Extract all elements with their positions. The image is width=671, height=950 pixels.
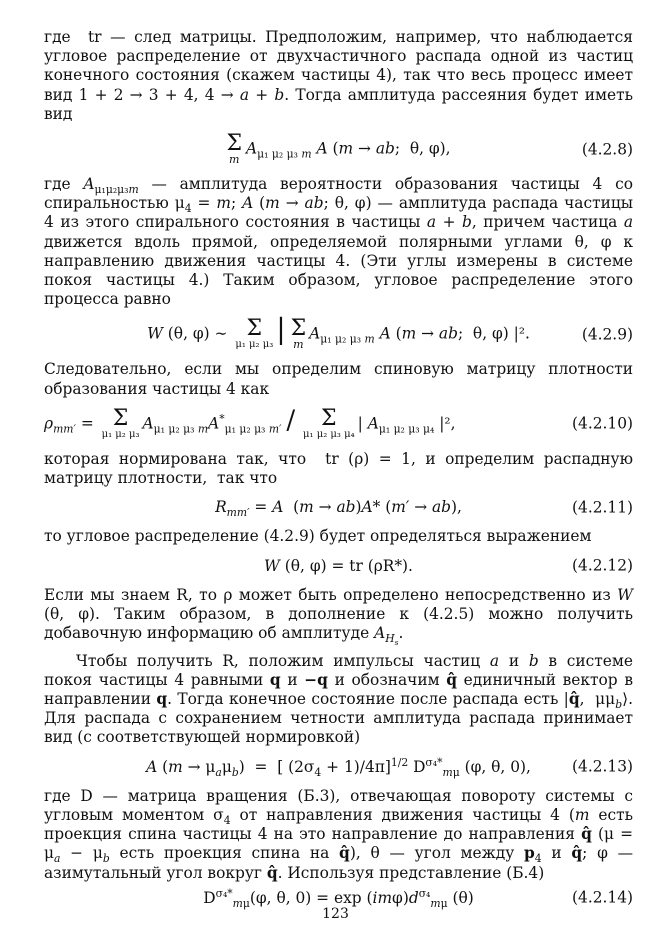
paragraph-3: Следовательно, если мы определим спиновую матрицу плотности образования частицы 4 как [44,360,633,398]
paragraph-4: которая нормирована так, что tr (ρ) = 1, и определим распадную матрицу плотности, так что [44,449,633,488]
paragraph-1: где tr — след матрицы. Предположим, например, что наблюдается угловое распределение от двухчастичного распада одной из частиц конечного состояния (скажем частицы 4), так что весь процесс имеет вид 1 + 2 → 3 + 4, 4 → a + b. Тогда амплитуда рассеяния будет иметь вид [44,28,633,123]
paragraph-8: где D — матрица вращения (Б.3), отвечающая повороту системы с угловым моментом $\sigma_4$ от направления движения частицы 4 (m есть проекция спина частицы 4 на это направление до направления q̂ ($\mu = \mu_a - \mu_b$ есть проекция спина на q̂), θ — угол между $p_4$ и q̂; φ — азимутальный угол вокруг q̂. Используя представление (Б.4) [44,786,634,882]
paragraph-5: то угловое распределение (4.2.9) будет определяться выражением [44,527,592,546]
equation-body: A $(m \to \mu_a\mu_b)$ = [ $(2\sigma_4 + 1)/4\pi]^{1/2}$ $D^{\sigma_4*}_{m\mu}$ (φ, θ, 0), [146,755,531,779]
equation-4-2-8 [44,131,633,167]
equation-number: (4.2.11) [572,498,633,517]
paragraph-7: Чтобы получить R, положим импульсы частиц a и b в системе покоя частицы 4 равными q и −q и обозначим q̂ единичный вектор в направлении q. Тогда конечное состояние после распада есть |q̂, $\mu\mu_b⟩$. Для распада с сохранением четности амплитуда распада принимает вид (с соответствующей нормировкой) [44,651,633,747]
equation-4-2-11 [44,498,633,520]
equation-body: $\rho_{mm'}$ = Σ μ₁ μ₂ μ₃ $A_{\mu_1 \mu_2 \mu_3 m}A^*_{\mu_1 \mu_2 \mu_3 m'}$ / Σ μ₁ μ₂ μ₃ μ₄ | $A_{\mu_1 \mu_2 \mu_3 \mu_4}$ |², [44,405,456,440]
equation-body: $D^{\sigma_4*}_{m\mu}(\varphi$, θ, $0) = \exp (im\varphi)d^{\sigma_4}_{m\mu}$ (θ) [203,886,474,910]
equation-4-2-9 [44,312,633,352]
equation-4-2-13 [44,755,633,779]
equation-body: W (θ, φ) ∼ Σ μ₁ μ₂ μ₃ | Σ m $A_{\mu_1 \mu_2 \mu_3 m}$ A (m → ab; θ, φ) |². [147,312,530,352]
paragraph-2: где $A_{\mu_1\mu_2\mu_3m}$ — амплитуда вероятности образования частицы 4 со спиральностью $\mu_4 = m$; A (m → ab; θ, φ) — амплитуда распада частицы 4 из этого спирального состояния в частицы a + b, причем частица a движется вдоль прямой, определяемой полярными углами θ, φ к направлению движения частицы 4. (Эти углы измерены в системе покоя частицы 4.) Таким образом, угловое распределение этого процесса равно [44,175,634,309]
page-body [44,28,633,918]
equation-body: W (θ, φ) = tr (ρR*). [264,556,413,575]
equation-number: (4.2.14) [572,888,633,907]
paragraph-6: Если мы знаем R, то ρ может быть определено непосредственно из W (θ, φ). Таким образом, в дополнение к (4.2.5) можно получить добавочную информацию об амплитуде $A_{H_s}$. [44,585,633,648]
equation-number: (4.2.13) [572,757,633,776]
page-number: 123 [322,906,349,922]
equation-number: (4.2.9) [581,325,633,344]
equation-number: (4.2.12) [572,556,633,575]
equation-4-2-12 [44,557,633,576]
equation-body: Σ m $A_{\mu_1 \mu_2 \mu_3 m}$ A (m → ab; θ, φ), [226,131,451,167]
equation-number: (4.2.8) [581,139,633,158]
equation-number: (4.2.10) [572,414,633,433]
equation-body: $R_{mm'} = A$ (m → ab)A* (m′ → ab), [215,498,462,520]
equation-4-2-10 [44,405,633,440]
